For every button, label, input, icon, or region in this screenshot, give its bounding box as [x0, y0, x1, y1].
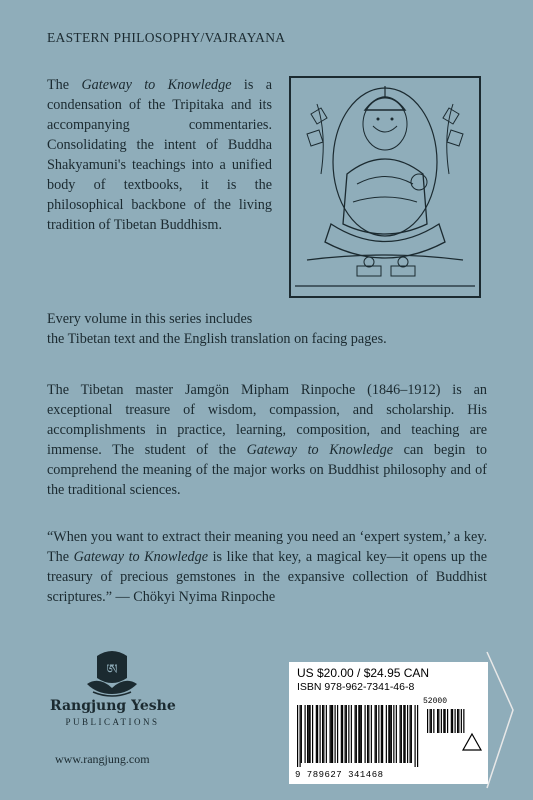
series-note-line2: the Tibetan text and the English translation on facing pages.	[47, 331, 387, 347]
ean-digits: 9 789627 341468	[295, 770, 384, 780]
intro-book-title: Gateway to Knowledge	[81, 77, 232, 93]
price-addon-code: 52000	[423, 697, 448, 706]
price-label: US $20.00 / $24.95 CAN	[297, 666, 430, 680]
author-bio-paragraph	[47, 380, 487, 500]
publisher-imprint: PUBLICATIONS	[65, 717, 160, 727]
bio-text-end: can begin to comprehend the meaning of the major works on Buddhist philosophy and of the traditional sciences.	[47, 442, 487, 498]
barcode-panel	[289, 662, 488, 784]
triangle-icon	[461, 732, 483, 752]
publisher-wordmark	[50, 698, 175, 727]
publisher-brand: Rangjung Yeshe	[50, 698, 176, 714]
publisher-website: www.rangjung.com	[55, 752, 150, 766]
quote-book-title: Gateway to Knowledge	[73, 549, 209, 565]
svg-text:ཨ: ཨ	[106, 662, 118, 678]
bio-text-start: The Tibetan master Jamgön Mipham Rinpoche (1846–1912) is an exceptional treasure of wisdom, compassion, and scholarship. His accomplishments in practice, learning, composition, and teaching are immense. The student of the	[47, 382, 487, 458]
quote-text-start: “When you want to extract their meaning you need an ‘expert system,’ a key. The	[47, 529, 487, 565]
corner-triangle-mark	[485, 650, 515, 790]
category-label: EASTERN PHILOSOPHY/VAJRAYANA	[47, 30, 286, 45]
series-note	[47, 309, 487, 349]
series-note-line1: Every volume in this series includes	[47, 311, 253, 327]
intro-paragraph	[47, 75, 272, 235]
endorsement-quote	[47, 527, 487, 607]
tibetan-master-illustration	[287, 74, 483, 300]
bio-book-title: Gateway to Knowledge	[246, 442, 394, 458]
isbn-label: ISBN 978-962-7341-46-8	[297, 681, 415, 693]
barcode-bars	[297, 705, 477, 767]
intro-text-end: is a condensation of the Tripitaka and its accompanying commentaries. Consolidating the intent of Buddha Shakyamuni's teachings into a unified body of textbooks, it is the philosophical backbone of the living tradition of Tibetan Buddhism.	[47, 77, 273, 233]
quote-text-end: is like that key, a magical key—it opens up the treasury of precious gemstones in the expansive collection of Buddhist scriptures.” — Chökyi Nyima Rinpoche	[47, 549, 487, 605]
intro-text-start: The	[47, 77, 82, 93]
